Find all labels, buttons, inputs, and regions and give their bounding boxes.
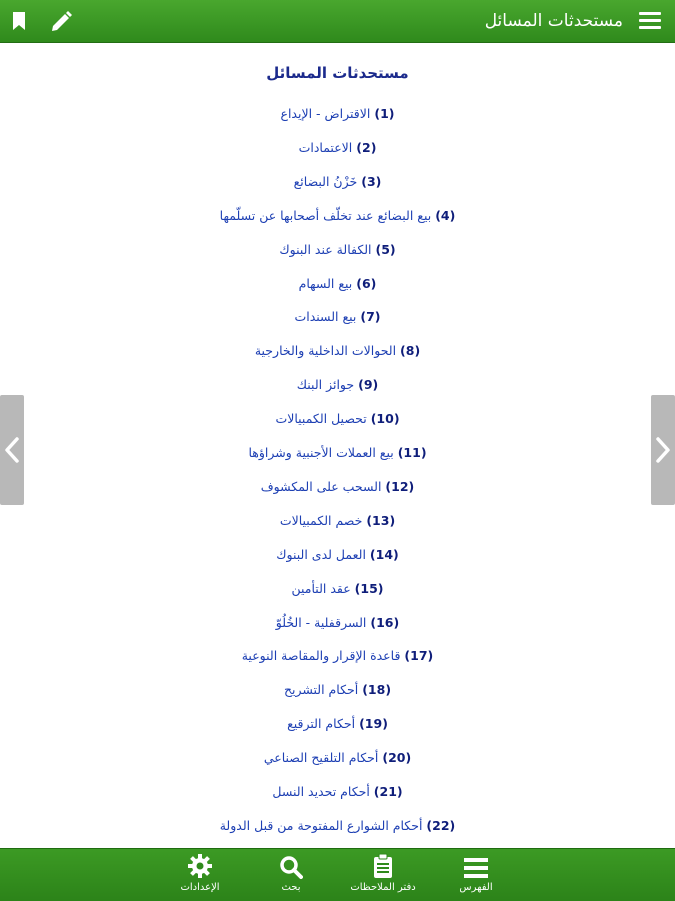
toc-item[interactable] (26, 208, 649, 223)
bookmark-icon[interactable] (12, 12, 26, 30)
toc-item-number: (15) (354, 580, 384, 596)
clipboard-icon (338, 849, 428, 879)
toc-item-number: (22) (426, 817, 456, 833)
toc-item[interactable] (26, 784, 649, 799)
toc-item[interactable] (26, 343, 649, 358)
nav-settings-label: الإعدادات (180, 882, 220, 893)
toc-item-number: (4) (435, 207, 456, 223)
toc-item-title: أحكام تحديد النسل (272, 784, 370, 799)
toc-item-number: (6) (356, 275, 377, 291)
toc-item-number: (11) (397, 445, 427, 460)
toc-item-title: السحب على المكشوف (260, 478, 382, 494)
nav-search-button[interactable] (246, 849, 336, 901)
toc-item-title: أحكام الشوارع المفتوحة من قبل الدولة (219, 817, 423, 833)
toc-item-number: (21) (373, 784, 403, 799)
toc-item-number: (19) (359, 716, 388, 732)
bottom-nav (0, 848, 675, 901)
toc-item-title: أحكام الترقيع (287, 716, 356, 732)
toc-item-title: خَزْنُ البضائع (293, 173, 358, 189)
nav-notes-label: دفتر الملاحظات (350, 882, 416, 893)
toc-item-title: عقد التأمين (291, 580, 351, 596)
toc-item[interactable] (26, 242, 649, 257)
toc-item[interactable] (26, 445, 649, 460)
gear-icon (155, 849, 245, 879)
toc-item-number: (8) (400, 343, 421, 359)
toc-item[interactable] (26, 682, 649, 697)
toc-item-title: الاقتراض - الإيداع (280, 106, 371, 121)
menu-icon[interactable] (639, 12, 661, 30)
toc-item[interactable] (26, 648, 649, 663)
toc-item[interactable] (26, 411, 649, 426)
toc-item[interactable] (26, 276, 649, 291)
list-icon (431, 849, 521, 879)
toc-item[interactable] (26, 479, 649, 494)
toc-item-title: بيع البضائع عند تخلّف أصحابها عن تسلّمها (219, 207, 432, 223)
toc-item-number: (10) (370, 411, 400, 427)
pencil-icon[interactable] (48, 9, 74, 35)
chevron-right-icon (654, 435, 672, 465)
toc-item[interactable] (26, 615, 649, 630)
toc-item-number: (3) (361, 173, 382, 189)
toc-item[interactable] (26, 106, 649, 121)
toc-item-title: قاعدة الإقرار والمقاصة النوعية (241, 648, 401, 664)
toc-item[interactable] (26, 716, 649, 731)
toc-item-number: (1) (374, 106, 395, 121)
toc-item-title: بيع السندات (294, 309, 357, 325)
toc-item-number: (12) (385, 478, 415, 494)
toc-item-title: العمل لدى البنوك (276, 546, 366, 562)
toc-item-title: السرقفلية - الخُلُوّ (275, 614, 367, 630)
toc-item-number: (14) (369, 546, 399, 562)
content-heading: مستحدثات المسائل (266, 64, 409, 82)
toc-item-number: (2) (356, 139, 377, 155)
page-title: مستحدثات المسائل (484, 11, 623, 31)
toc-item[interactable] (26, 547, 649, 562)
search-icon (246, 849, 336, 879)
toc-item-title: الاعتمادات (298, 139, 353, 155)
nav-index-button[interactable] (431, 849, 521, 901)
toc-item-title: أحكام التشريح (283, 682, 359, 698)
toc-item-title: بيع العملات الأجنبية وشراؤها (248, 445, 394, 460)
toc-content (26, 42, 649, 848)
toc-item[interactable] (26, 377, 649, 392)
toc-item-number: (18) (362, 682, 392, 698)
toc-item[interactable] (26, 513, 649, 528)
toc-item-number: (9) (358, 377, 379, 393)
toc-item-number: (13) (366, 512, 396, 528)
toc-item-number: (20) (382, 750, 412, 766)
nav-notes-button[interactable] (338, 849, 428, 901)
toc-item-title: الكفالة عند البنوك (279, 241, 372, 257)
toc-item-number: (17) (404, 648, 434, 664)
nav-search-label: بحث (281, 882, 301, 893)
toc-item-number: (5) (375, 241, 396, 257)
nav-index-label: الفهرس (459, 882, 493, 893)
toc-item[interactable] (26, 140, 649, 155)
prev-page-button[interactable] (0, 395, 24, 505)
app-header (0, 0, 675, 43)
toc-item-title: جوائز البنك (296, 377, 355, 393)
toc-item[interactable] (26, 750, 649, 765)
toc-item[interactable] (26, 581, 649, 596)
toc-item-number: (7) (360, 309, 381, 325)
toc-item[interactable] (26, 309, 649, 324)
toc-item[interactable] (26, 818, 649, 833)
toc-item-title: الحوالات الداخلية والخارجية (254, 343, 397, 359)
toc-item-number: (16) (370, 614, 400, 630)
toc-item-title: أحكام التلقيح الصناعي (263, 750, 379, 766)
toc-item-title: تحصيل الكمبيالات (275, 411, 367, 427)
chevron-left-icon (3, 435, 21, 465)
toc-item-title: بيع السهام (298, 275, 353, 291)
toc-item-title: خصم الكمبيالات (279, 512, 363, 528)
nav-settings-button[interactable] (155, 849, 245, 901)
toc-item[interactable] (26, 174, 649, 189)
next-page-button[interactable] (651, 395, 675, 505)
